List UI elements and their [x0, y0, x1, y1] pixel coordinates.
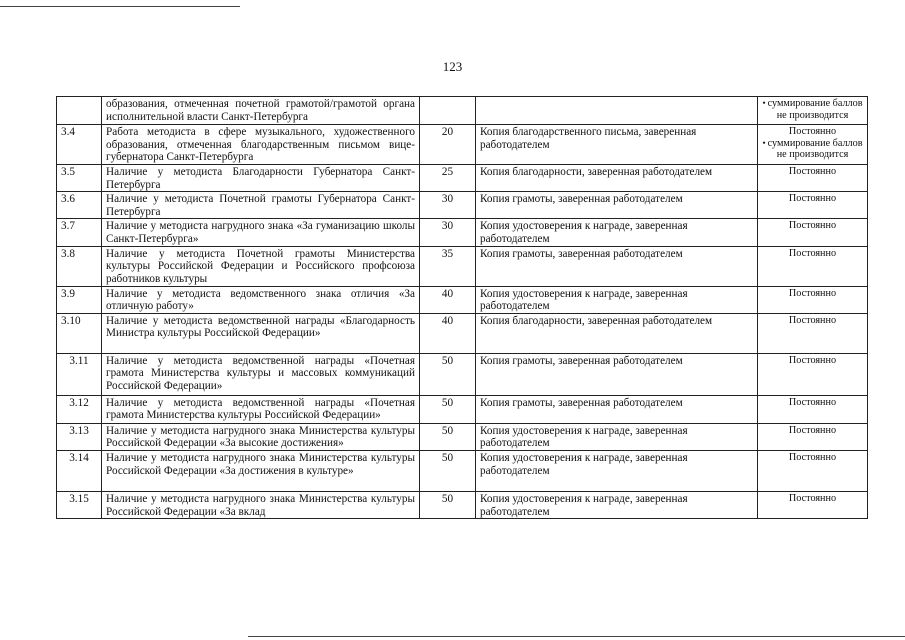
row-number: 3.9 — [57, 286, 102, 313]
table-row — [57, 192, 868, 219]
confirmation-document: Копия удостоверения к награде, заверенная работодателем — [476, 219, 758, 246]
criteria-table — [56, 96, 868, 519]
validity-period: Постоянно — [758, 286, 868, 313]
table-row — [57, 246, 868, 286]
confirmation-document: Копия благодарности, заверенная работодателем — [476, 165, 758, 192]
top-edge-line — [0, 6, 240, 7]
criterion-text: Наличие у методиста ведомственной награды «Почетная грамота Министерства культуры Российской Федерации» — [102, 395, 420, 423]
criterion-text: Наличие у методиста Почетной грамоты Губернатора Санкт-Петербурга — [102, 192, 420, 219]
confirmation-document: Копия удостоверения к награде, заверенная работодателем — [476, 423, 758, 450]
validity-period: Постоянно — [758, 423, 868, 450]
row-number: 3.15 — [57, 491, 102, 518]
confirmation-document: Копия благодарности, заверенная работодателем — [476, 313, 758, 353]
table-row — [57, 450, 868, 491]
confirmation-document — [476, 97, 758, 125]
period-note: • суммирование баллов не производится — [762, 137, 863, 160]
period-note: • суммирование баллов не производится — [762, 98, 863, 121]
score-value: 40 — [420, 286, 476, 313]
table-row — [57, 491, 868, 518]
bullet-icon: • — [762, 98, 766, 108]
criterion-text: Наличие у методиста ведомственной награды «Благодарность Министра культуры Российской Федерации» — [102, 313, 420, 353]
confirmation-document: Копия грамоты, заверенная работодателем — [476, 395, 758, 423]
criterion-text: Работа методиста в сфере музыкального, художественного образования, отмеченная благодарственным письмом вице-губернатора Санкт-Петербурга — [102, 125, 420, 165]
row-number: 3.5 — [57, 165, 102, 192]
row-number: 3.14 — [57, 450, 102, 491]
validity-period: Постоянно — [758, 395, 868, 423]
table-row — [57, 97, 868, 125]
row-number — [57, 97, 102, 125]
table-row — [57, 219, 868, 246]
table-row — [57, 423, 868, 450]
confirmation-document: Копия грамоты, заверенная работодателем — [476, 192, 758, 219]
confirmation-document: Копия благодарственного письма, заверенная работодателем — [476, 125, 758, 165]
table-row — [57, 395, 868, 423]
validity-period: Постоянно — [758, 219, 868, 246]
row-number: 3.4 — [57, 125, 102, 165]
row-number: 3.6 — [57, 192, 102, 219]
criteria-table-body — [57, 97, 868, 519]
row-number: 3.10 — [57, 313, 102, 353]
validity-period: Постоянно — [758, 450, 868, 491]
criterion-text: Наличие у методиста нагрудного знака «За гуманизацию школы Санкт-Петербурга» — [102, 219, 420, 246]
criterion-text: Наличие у методиста нагрудного знака Министерства культуры Российской Федерации «За высокие достижения» — [102, 423, 420, 450]
table-row — [57, 165, 868, 192]
validity-period: Постоянно — [758, 246, 868, 286]
score-value: 35 — [420, 246, 476, 286]
confirmation-document: Копия грамоты, заверенная работодателем — [476, 353, 758, 395]
criterion-text: Наличие у методиста Почетной грамоты Министерства культуры Российской Федерации и Российского профсоюза работников культуры — [102, 246, 420, 286]
confirmation-document: Копия удостоверения к награде, заверенная работодателем — [476, 286, 758, 313]
bullet-icon: • — [762, 137, 766, 148]
table-row — [57, 125, 868, 165]
validity-period — [758, 97, 868, 125]
score-value: 50 — [420, 395, 476, 423]
confirmation-document: Копия грамоты, заверенная работодателем — [476, 246, 758, 286]
criterion-text: Наличие у методиста Благодарности Губернатора Санкт-Петербурга — [102, 165, 420, 192]
validity-period: Постоянно — [758, 192, 868, 219]
criterion-text: Наличие у методиста нагрудного знака Министерства культуры Российской Федерации «За вклад — [102, 491, 420, 518]
validity-period — [758, 125, 868, 165]
table-row — [57, 313, 868, 353]
row-number: 3.12 — [57, 395, 102, 423]
score-value: 30 — [420, 219, 476, 246]
criterion-text: Наличие у методиста ведомственного знака отличия «За отличную работу» — [102, 286, 420, 313]
score-value: 50 — [420, 423, 476, 450]
period-main: Постоянно — [788, 126, 837, 137]
confirmation-document: Копия удостоверения к награде, заверенная работодателем — [476, 491, 758, 518]
validity-period: Постоянно — [758, 165, 868, 192]
row-number: 3.7 — [57, 219, 102, 246]
score-value: 40 — [420, 313, 476, 353]
bottom-edge-line — [248, 636, 905, 637]
score-value: 30 — [420, 192, 476, 219]
criterion-text: Наличие у методиста нагрудного знака Министерства культуры Российской Федерации «За достижения в культуре» — [102, 450, 420, 491]
score-value: 50 — [420, 450, 476, 491]
criterion-text: образования, отмеченная почетной грамотой/грамотой органа исполнительной власти Санкт-Петербурга — [102, 97, 420, 125]
row-number: 3.11 — [57, 353, 102, 395]
score-value: 50 — [420, 491, 476, 518]
page-number: 123 — [442, 59, 463, 74]
table-row — [57, 286, 868, 313]
score-value — [420, 97, 476, 125]
row-number: 3.8 — [57, 246, 102, 286]
confirmation-document: Копия удостоверения к награде, заверенная работодателем — [476, 450, 758, 491]
criterion-text: Наличие у методиста ведомственной награды «Почетная грамота Министерства культуры и массовых коммуникаций Российской Федерации» — [102, 353, 420, 395]
score-value: 50 — [420, 353, 476, 395]
table-row — [57, 353, 868, 395]
score-value: 25 — [420, 165, 476, 192]
validity-period: Постоянно — [758, 313, 868, 353]
validity-period: Постоянно — [758, 491, 868, 518]
row-number: 3.13 — [57, 423, 102, 450]
validity-period: Постоянно — [758, 353, 868, 395]
score-value: 20 — [420, 125, 476, 165]
